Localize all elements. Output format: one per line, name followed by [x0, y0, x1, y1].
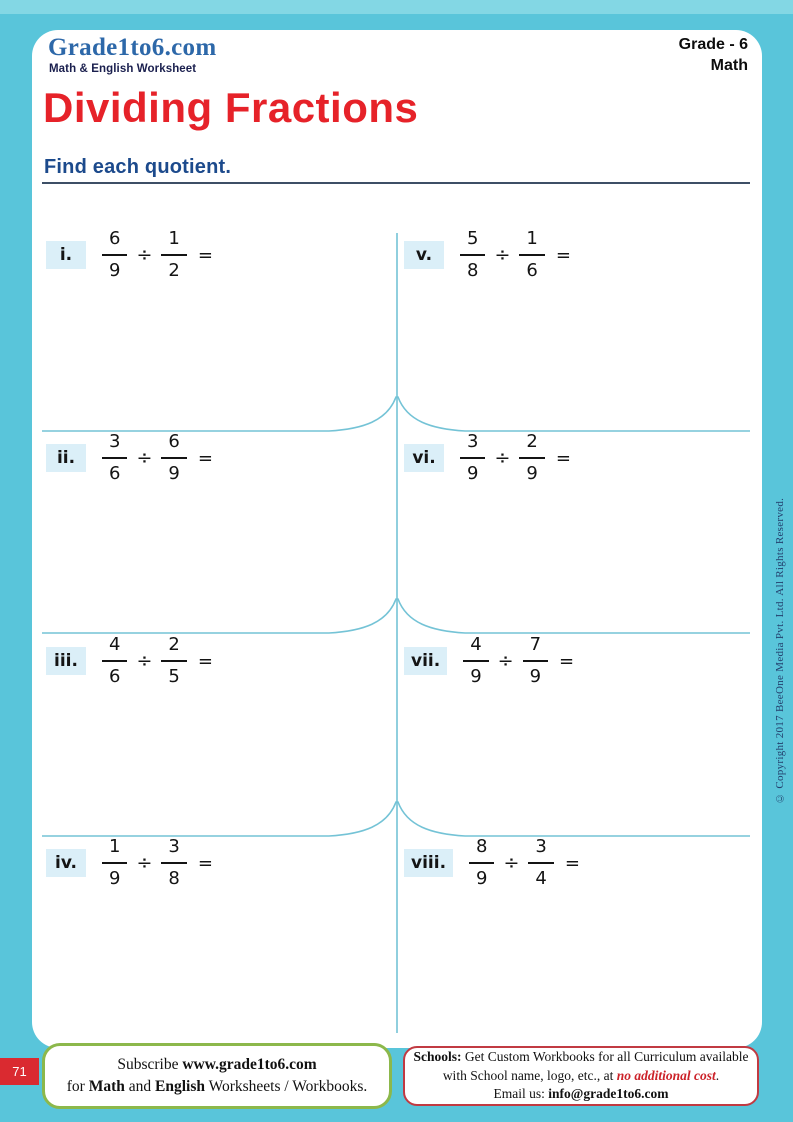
subscribe-text: Worksheets / Workbooks.: [204, 1078, 368, 1095]
equals-sign: =: [197, 447, 213, 469]
problem-viii: [404, 834, 580, 892]
page-title: Dividing Fractions: [43, 84, 419, 131]
numerator: 1: [102, 838, 127, 864]
fraction-divisor: [519, 433, 544, 483]
denominator: 2: [168, 260, 180, 281]
problem-label: iv.: [46, 849, 86, 877]
divide-sign: ÷: [497, 650, 514, 672]
top-border-strip: [0, 0, 793, 14]
fraction-dividend: [460, 433, 485, 483]
problem-v: [404, 226, 571, 284]
problem-label: ii.: [46, 444, 86, 472]
schools-text: .: [715, 1067, 720, 1083]
instruction-underline: [42, 182, 750, 184]
denominator: 8: [467, 260, 479, 281]
subscribe-text: Subscribe: [117, 1055, 183, 1073]
numerator: 4: [102, 636, 127, 662]
denominator: 9: [109, 260, 121, 281]
denominator: 6: [526, 260, 538, 281]
site-tagline: Math & English Worksheet: [49, 63, 197, 75]
subscribe-site-link: www.grade1to6.com: [182, 1055, 317, 1073]
fraction-divisor: [161, 838, 186, 888]
subscribe-text: and: [124, 1078, 155, 1095]
denominator: 9: [168, 463, 180, 484]
numerator: 3: [460, 433, 485, 459]
instruction-text: Find each quotient.: [44, 156, 232, 178]
denominator: 9: [467, 463, 479, 484]
fraction-divisor: [161, 230, 186, 280]
no-additional-cost-text: no additional cost: [616, 1067, 716, 1083]
schools-line2: [443, 1067, 719, 1086]
problem-vii: [404, 632, 574, 690]
schools-text: Email us:: [493, 1086, 549, 1102]
fraction-dividend: [469, 838, 494, 888]
numerator: 3: [102, 433, 127, 459]
schools-label: Schools:: [413, 1048, 462, 1064]
schools-text: with School name, logo, etc., at: [442, 1067, 617, 1083]
grade-label: Grade - 6: [678, 36, 748, 53]
denominator: 4: [535, 868, 547, 889]
numerator: 2: [161, 636, 186, 662]
subscribe-line2: [67, 1076, 368, 1098]
divide-sign: ÷: [136, 447, 153, 469]
numerator: 3: [528, 838, 553, 864]
subscribe-math: Math: [88, 1078, 125, 1095]
numerator: 6: [102, 230, 127, 256]
equals-sign: =: [555, 447, 571, 469]
fraction-dividend: [460, 230, 485, 280]
schools-text: Get Custom Workbooks for all Curriculum available: [461, 1048, 749, 1064]
problem-i: [46, 226, 213, 284]
numerator: 5: [460, 230, 485, 256]
subject-label: Math: [710, 56, 748, 74]
equals-sign: =: [564, 852, 580, 874]
divide-sign: ÷: [503, 852, 520, 874]
numerator: 1: [519, 230, 544, 256]
problem-label: v.: [404, 241, 444, 269]
divide-sign: ÷: [136, 244, 153, 266]
page-number-badge: 71: [0, 1058, 39, 1085]
numerator: 7: [523, 636, 548, 662]
subscribe-text: for: [66, 1078, 89, 1095]
denominator: 9: [470, 666, 482, 687]
equals-sign: =: [197, 244, 213, 266]
grade-subject-block: [679, 35, 748, 77]
numerator: 2: [519, 433, 544, 459]
site-logo: Grade1to6.com: [48, 34, 217, 61]
equals-sign: =: [197, 650, 213, 672]
numerator: 8: [469, 838, 494, 864]
problem-ii: [46, 429, 213, 487]
problem-label: viii.: [404, 849, 453, 877]
subscribe-line1: [117, 1054, 316, 1076]
numerator: 1: [161, 230, 186, 256]
schools-email: info@grade1to6.com: [548, 1086, 669, 1102]
denominator: 9: [526, 463, 538, 484]
divide-sign: ÷: [494, 447, 511, 469]
problem-label: vii.: [404, 647, 447, 675]
divide-sign: ÷: [136, 852, 153, 874]
equals-sign: =: [197, 852, 213, 874]
fraction-divisor: [523, 636, 548, 686]
numerator: 4: [463, 636, 488, 662]
problem-vi: [404, 429, 571, 487]
fraction-divisor: [519, 230, 544, 280]
fraction-dividend: [102, 230, 127, 280]
fraction-dividend: [102, 433, 127, 483]
subscribe-english: English: [155, 1078, 205, 1095]
fraction-divisor: [161, 433, 186, 483]
divide-sign: ÷: [494, 244, 511, 266]
problem-label: vi.: [404, 444, 444, 472]
equals-sign: =: [559, 650, 575, 672]
denominator: 6: [109, 666, 121, 687]
denominator: 8: [168, 868, 180, 889]
numerator: 6: [161, 433, 186, 459]
fraction-divisor: [528, 838, 553, 888]
copyright-vertical-text: © Copyright 2017 BeeOne Media Pvt. Ltd. All Rights Reserved.: [774, 497, 786, 804]
denominator: 6: [109, 463, 121, 484]
schools-line3: [494, 1085, 669, 1104]
denominator: 5: [168, 666, 180, 687]
divide-sign: ÷: [136, 650, 153, 672]
denominator: 9: [109, 868, 121, 889]
numerator: 3: [161, 838, 186, 864]
problem-label: iii.: [46, 647, 86, 675]
fraction-dividend: [102, 838, 127, 888]
fraction-divisor: [161, 636, 186, 686]
subscribe-box: [42, 1043, 392, 1109]
problem-iii: [46, 632, 213, 690]
schools-box: [403, 1046, 759, 1106]
equals-sign: =: [555, 244, 571, 266]
fraction-dividend: [463, 636, 488, 686]
schools-line1: [413, 1048, 748, 1067]
denominator: 9: [476, 868, 488, 889]
fraction-dividend: [102, 636, 127, 686]
problem-iv: [46, 834, 213, 892]
problem-label: i.: [46, 241, 86, 269]
denominator: 9: [529, 666, 542, 687]
